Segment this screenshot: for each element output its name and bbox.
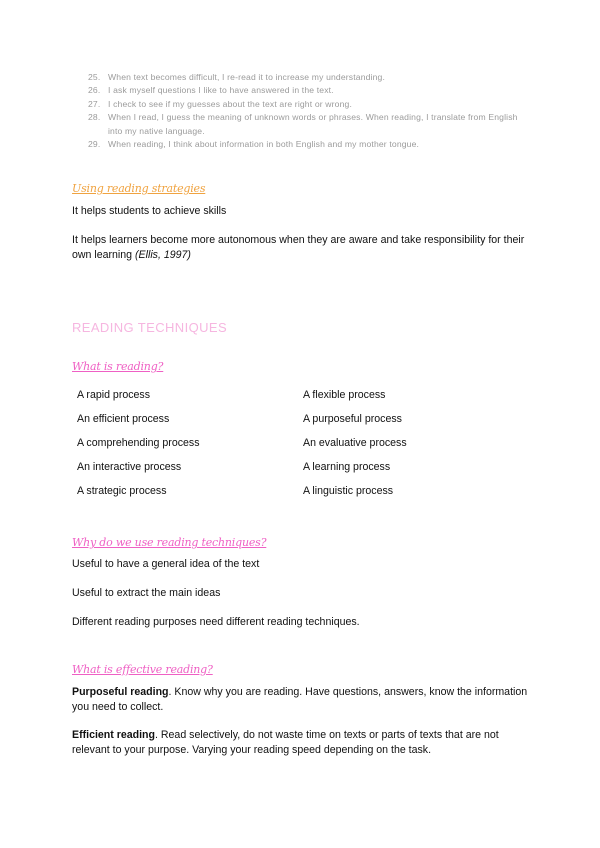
why-techniques-p1: Useful to have a general idea of the text [72,558,260,570]
efficient-reading-term: Efficient reading [72,729,155,741]
list-item-text: I check to see if my guesses about the text are right or wrong. [108,98,352,109]
list-item [88,98,528,111]
list-item [88,71,528,84]
efficient-reading-text: . Read selectively, do not waste time on texts or parts of texts that are not relevant to your purpose. Varying your reading speed depending on the task. [72,729,499,756]
process-item: An efficient process [77,413,170,425]
using-strategies-p2 [72,233,534,263]
list-item-number: 29. [88,139,101,150]
list-item [88,138,528,151]
process-item: An evaluative process [303,437,407,449]
list-item [88,84,528,97]
list-item-text: I ask myself questions I like to have answered in the text. [108,85,334,96]
citation: (Ellis, 1997) [135,249,191,261]
process-item: A linguistic process [303,485,394,497]
using-strategies-p1: It helps students to achieve skills [72,205,227,217]
using-strategies-p2-text: It helps learners become more autonomous when they are aware and take responsibility for their own learning [72,234,525,261]
list-item-number: 27. [88,98,101,109]
effective-reading-heading: What is effective reading? [72,663,213,676]
purposeful-reading-paragraph [72,685,532,715]
list-item-text: When I read, I guess the meaning of unknown words or phrases. When reading, I translate from English into my native language. [108,112,518,136]
purposeful-reading-text: . Know why you are reading. Have questions, answers, know the information you need to collect. [72,686,528,713]
list-item [88,111,528,138]
process-item: An interactive process [77,461,182,473]
list-item-number: 26. [88,85,101,96]
strategies-numbered-list [88,71,528,151]
process-item: A comprehending process [77,437,200,449]
process-item: A rapid process [77,389,151,401]
process-item: A learning process [303,461,391,473]
list-item-text: When reading, I think about information in both English and my mother tongue. [108,139,420,150]
what-is-reading-heading: What is reading? [72,360,164,373]
list-item-number: 28. [88,112,101,123]
process-item: A flexible process [303,389,386,401]
using-strategies-heading: Using reading strategies [72,182,206,195]
purposeful-reading-term: Purposeful reading [72,686,169,698]
section-title: READING TECHNIQUES [72,320,228,335]
list-item-number: 25. [88,72,101,82]
efficient-reading-paragraph [72,728,532,758]
process-item: A strategic process [77,485,167,497]
list-item-text: When text becomes difficult, I re-read it to increase my understanding. [108,72,386,82]
process-item: A purposeful process [303,413,402,425]
why-techniques-p3: Different reading purposes need different reading techniques. [72,616,360,628]
why-techniques-heading: Why do we use reading techniques? [72,536,267,549]
why-techniques-p2: Useful to extract the main ideas [72,587,221,599]
